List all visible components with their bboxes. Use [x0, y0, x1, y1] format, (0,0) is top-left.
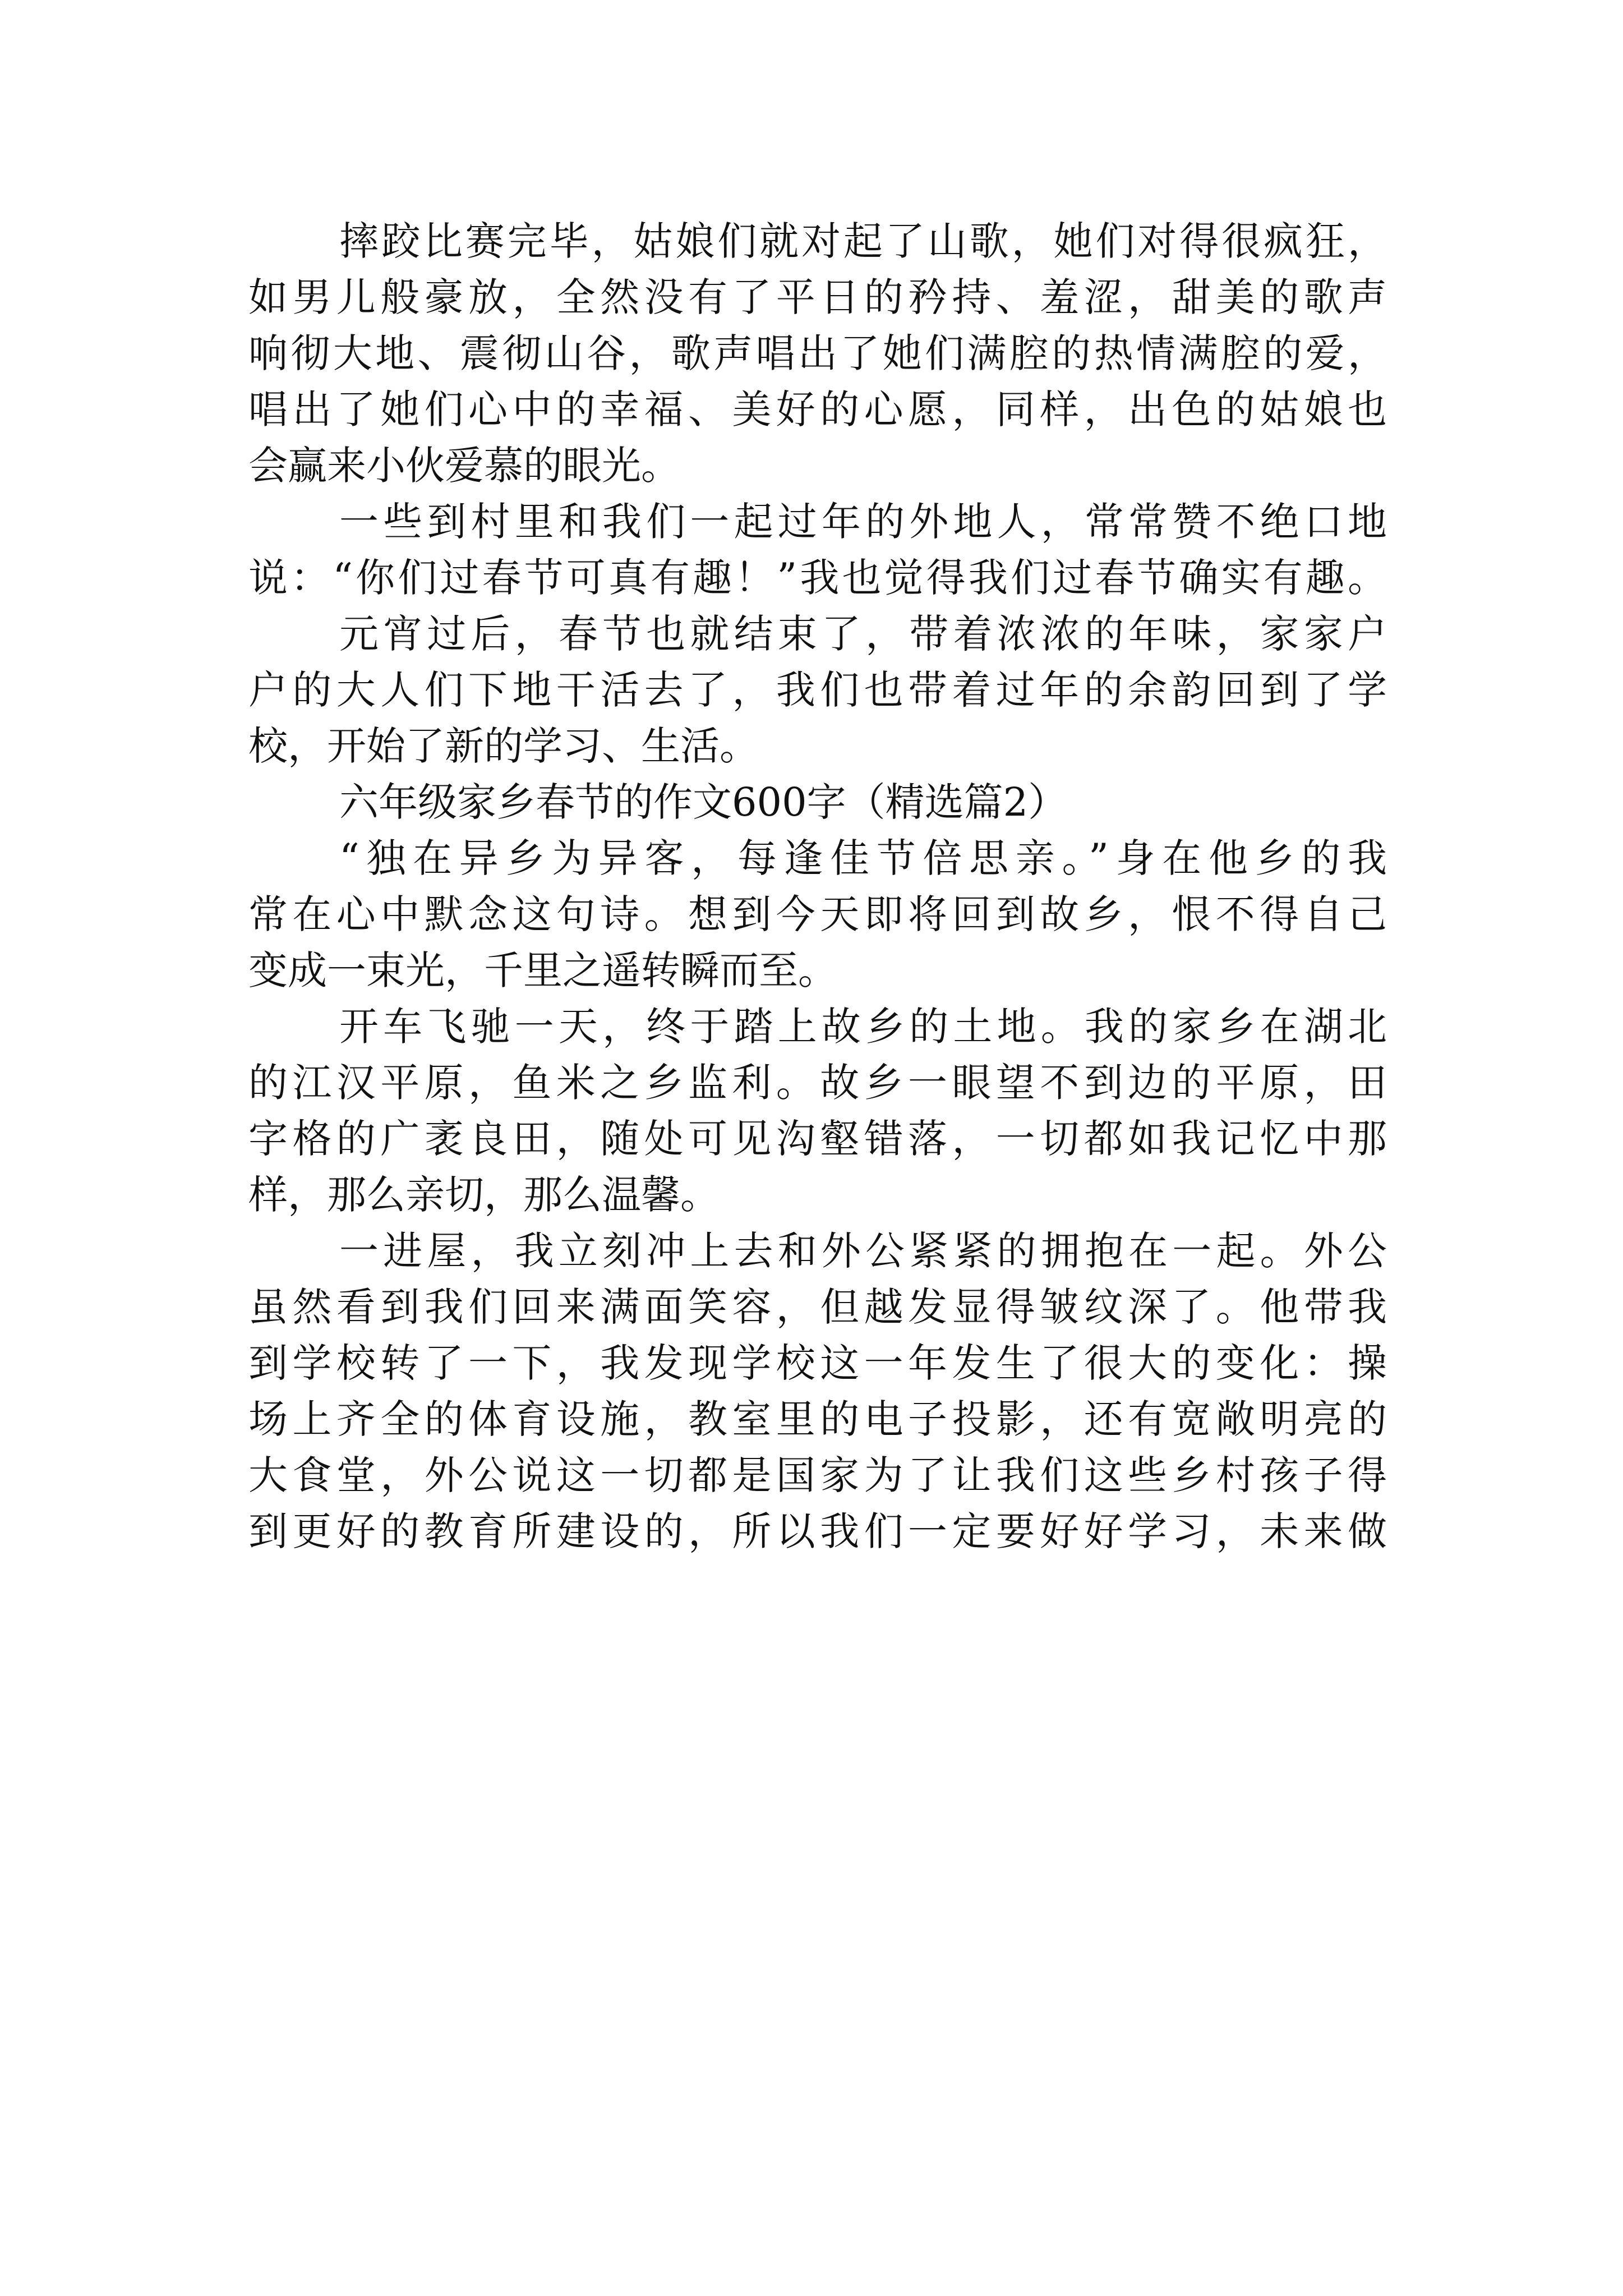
paragraph-line: 的江汉平原，鱼米之乡监利。故乡一眼望不到边的平原，田	[248, 1060, 1387, 1106]
paragraph-line: 会赢来小伙爱慕的眼光。	[248, 443, 680, 489]
paragraph-line: “独在异乡为异客，每逢佳节倍思亲。”身在他乡的我	[339, 835, 1387, 881]
paragraph-line: 变成一束光，千里之遥转瞬而至。	[248, 947, 837, 993]
paragraph-line: 说：“你们过春节可真有趣！”我也觉得我们过春节确实有趣。	[248, 555, 1387, 601]
paragraph-line: 样，那么亲切，那么温馨。	[248, 1172, 720, 1218]
paragraph-line: 开车飞驰一天，终于踏上故乡的土地。我的家乡在湖北	[339, 1004, 1387, 1050]
paragraph-line: 唱出了她们心中的幸福、美好的心愿，同样，出色的姑娘也	[248, 386, 1387, 432]
paragraph-line: 摔跤比赛完毕，姑娘们就对起了山歌，她们对得很疯狂，	[339, 218, 1387, 264]
paragraph-line: 户的大人们下地干活去了，我们也带着过年的余韵回到了学	[248, 667, 1387, 713]
paragraph-line: 如男儿般豪放，全然没有了平日的矜持、羞涩，甜美的歌声	[248, 274, 1387, 320]
paragraph-line: 一些到村里和我们一起过年的外地人，常常赞不绝口地	[339, 499, 1387, 545]
paragraph-line: 到更好的教育所建设的，所以我们一定要好好学习，未来做	[248, 1508, 1387, 1554]
paragraph-line: 大食堂，外公说这一切都是国家为了让我们这些乡村孩子得	[248, 1452, 1387, 1498]
paragraph-line: 字格的广袤良田，随处可见沟壑错落，一切都如我记忆中那	[248, 1116, 1387, 1162]
paragraph-line: 一进屋，我立刻冲上去和外公紧紧的拥抱在一起。外公	[339, 1228, 1387, 1274]
paragraph-line: 虽然看到我们回来满面笑容，但越发显得皱纹深了。他带我	[248, 1284, 1387, 1330]
paragraph-line: 响彻大地、震彻山谷，歌声唱出了她们满腔的热情满腔的爱，	[248, 330, 1387, 376]
paragraph-line: 元宵过后，春节也就结束了，带着浓浓的年味，家家户	[339, 611, 1387, 657]
paragraph-line: 到学校转了一下，我发现学校这一年发生了很大的变化：操	[248, 1340, 1387, 1386]
paragraph-line: 常在心中默念这句诗。想到今天即将回到故乡，恨不得自己	[248, 891, 1387, 937]
section-heading: 六年级家乡春节的作文600字（精选篇2）	[339, 779, 1068, 825]
paragraph-line: 场上齐全的体育设施，教室里的电子投影，还有宽敞明亮的	[248, 1396, 1387, 1442]
paragraph-line: 校，开始了新的学习、生活。	[248, 723, 759, 769]
